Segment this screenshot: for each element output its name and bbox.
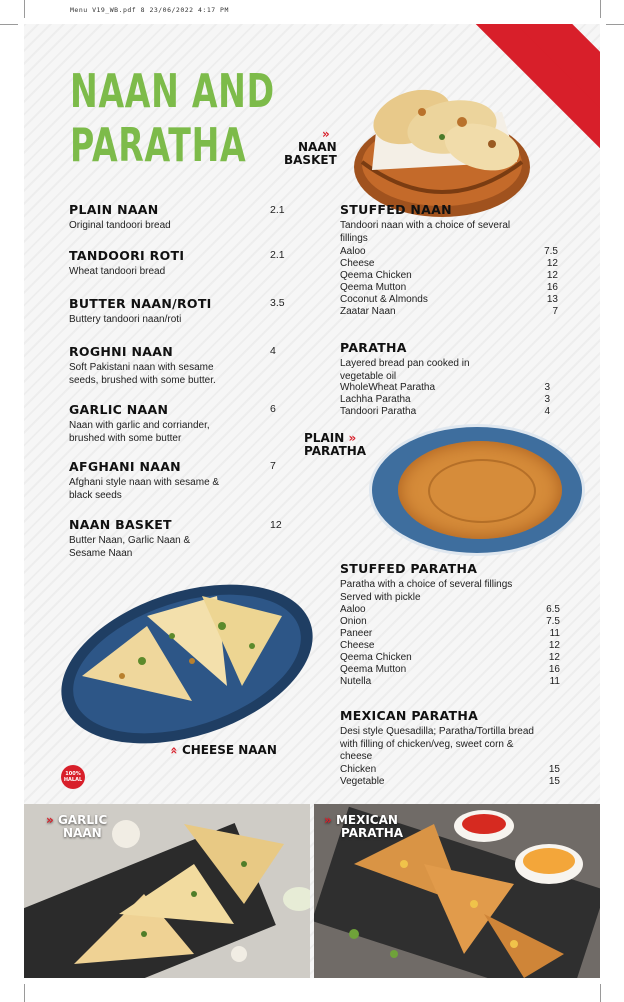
- option-price: 12: [548, 640, 560, 651]
- chevron-right-icon: »: [324, 813, 332, 827]
- item-name: TANDOORI ROTI: [69, 248, 185, 263]
- cheese-naan-label: [166, 743, 277, 757]
- plain-paratha-label-line2: PARATHA: [304, 444, 367, 458]
- menu-item-mexican-paratha: [340, 708, 540, 764]
- option-price: 7.5: [546, 616, 560, 627]
- item-price: 2.1: [270, 204, 285, 216]
- option-name: Zaatar Naan: [340, 306, 396, 317]
- item-name: BUTTER NAAN/ROTI: [69, 296, 212, 311]
- option-price: 11: [549, 676, 560, 687]
- item-name: STUFFED NAAN: [340, 202, 452, 217]
- item-price: 7: [270, 460, 276, 472]
- option-name: Qeema Mutton: [340, 664, 407, 675]
- garlic-naan-label-line1: GARLIC: [57, 813, 108, 827]
- menu-item-naan-basket: [69, 517, 219, 560]
- plain-paratha-photo: [369, 424, 585, 556]
- option-name: Coconut & Almonds: [340, 294, 428, 305]
- item-description: Buttery tandoori naan/roti: [69, 314, 182, 325]
- option-name: Aaloo: [340, 246, 366, 257]
- option-name: Nutella: [340, 676, 372, 687]
- option-name: Vegetable: [340, 776, 385, 787]
- item-price: 12: [270, 519, 282, 531]
- option-price: 16: [546, 282, 558, 293]
- mexican-paratha-photo: [314, 804, 600, 978]
- option-price: 15: [548, 764, 560, 775]
- option-name: Lachha Paratha: [340, 394, 411, 405]
- option-price: 7.5: [544, 246, 558, 257]
- garlic-naan-label-line2: NAAN: [63, 826, 102, 840]
- crop-mark: [24, 984, 25, 1002]
- option-price: 15: [548, 776, 560, 787]
- menu-item-stuffed-paratha: [340, 561, 560, 604]
- option-price: 4: [544, 406, 550, 417]
- naan-basket-photo: [342, 52, 542, 222]
- option-price: 12: [546, 258, 558, 269]
- page-title: [70, 64, 275, 172]
- menu-item-plain-naan: [69, 202, 269, 233]
- option-name: Cheese: [340, 640, 375, 651]
- item-description: Afghani style naan with sesame & black seeds: [69, 477, 220, 501]
- option-price: 13: [546, 294, 558, 305]
- item-description: Naan with garlic and corriander, brushed with some butter: [69, 420, 210, 444]
- option-name: Qeema Mutton: [340, 282, 407, 293]
- item-price: 2.1: [270, 249, 285, 261]
- item-name: GARLIC NAAN: [69, 402, 169, 417]
- item-description-1: Paratha with a choice of several fillings: [340, 579, 513, 590]
- plain-paratha-label-line1: PLAIN: [304, 431, 345, 445]
- item-description: Desi style Quesadilla; Paratha/Tortilla bread with filling of chicken/veg, sweet corn & cheese: [340, 726, 534, 762]
- item-price: 3.5: [270, 297, 285, 309]
- option-price: 6.5: [546, 604, 560, 615]
- chevron-right-icon: »: [348, 431, 357, 445]
- menu-page: [24, 24, 600, 978]
- option-name: Aaloo: [340, 604, 366, 615]
- item-name: STUFFED PARATHA: [340, 561, 478, 576]
- item-name: AFGHANI NAAN: [69, 459, 181, 474]
- item-price: 6: [270, 403, 276, 415]
- option-name: Cheese: [340, 258, 375, 269]
- mexican-paratha-label: [324, 814, 403, 840]
- option-price: 3: [544, 382, 550, 393]
- item-description-2: Served with pickle: [340, 591, 421, 603]
- option-price: 11: [549, 628, 560, 639]
- option-price: 7: [552, 306, 558, 317]
- item-name: MEXICAN PARATHA: [340, 708, 479, 723]
- item-description: Wheat tandoori bread: [69, 266, 166, 277]
- item-description: Butter Naan, Garlic Naan & Sesame Naan: [69, 535, 191, 559]
- crop-mark: [606, 24, 624, 25]
- item-name: PLAIN NAAN: [69, 202, 159, 217]
- print-header: [0, 0, 624, 20]
- item-description: Tandoori naan with a choice of several fillings: [340, 220, 511, 244]
- crop-mark: [600, 0, 601, 18]
- title-line-2: PARATHA: [70, 118, 247, 172]
- menu-item-tandoori-roti: [69, 248, 269, 279]
- naan-basket-label-line1: NAAN: [298, 140, 337, 154]
- item-description: Soft Pakistani naan with sesame seeds, brushed with some butter.: [69, 362, 216, 386]
- crop-mark: [24, 0, 25, 18]
- item-description: Layered bread pan cooked in vegetable oil: [340, 358, 470, 382]
- option-name: Qeema Chicken: [340, 270, 412, 281]
- option-name: WholeWheat Paratha: [340, 382, 436, 393]
- option-name: Onion: [340, 616, 367, 627]
- naan-basket-label: [284, 128, 337, 167]
- menu-item-paratha: [340, 340, 500, 383]
- crop-mark: [600, 984, 601, 1002]
- item-description: Original tandoori bread: [69, 220, 171, 231]
- menu-item-afghani-naan: [69, 459, 244, 502]
- item-name: PARATHA: [340, 340, 407, 355]
- option-price: 16: [548, 664, 560, 675]
- chevron-right-icon: »: [322, 127, 330, 141]
- menu-item-butter-naan: [69, 296, 269, 327]
- option-name: Tandoori Paratha: [340, 406, 417, 417]
- crop-mark: [0, 24, 18, 25]
- menu-item-roghni-naan: [69, 344, 244, 387]
- plain-paratha-label: [304, 432, 366, 458]
- option-name: Qeema Chicken: [340, 652, 412, 663]
- item-name: NAAN BASKET: [69, 517, 172, 532]
- item-price: 4: [270, 345, 276, 357]
- garlic-naan-photo: [24, 804, 310, 978]
- option-price: 12: [548, 652, 560, 663]
- menu-item-stuffed-naan: [340, 202, 540, 245]
- mexican-paratha-label-line2: PARATHA: [341, 826, 404, 840]
- garlic-naan-label: [46, 814, 107, 840]
- cheese-naan-label-text: CHEESE NAAN: [181, 743, 277, 757]
- option-price: 12: [546, 270, 558, 281]
- file-info: Menu V19_WB.pdf 8 23/06/2022 4:17 PM: [70, 6, 229, 14]
- option-price: 3: [544, 394, 550, 405]
- halal-badge: 100% HALAL: [61, 765, 85, 789]
- mexican-paratha-label-line1: MEXICAN: [335, 813, 398, 827]
- chevron-right-icon: »: [46, 813, 54, 827]
- chevron-up-icon: »: [166, 746, 181, 755]
- title-line-1: NAAN AND: [70, 64, 275, 118]
- cheese-naan-photo: [52, 576, 322, 746]
- menu-item-garlic-naan: [69, 402, 244, 445]
- item-name: ROGHNI NAAN: [69, 344, 174, 359]
- naan-basket-label-line2: BASKET: [284, 153, 337, 167]
- option-name: Paneer: [340, 628, 373, 639]
- option-name: Chicken: [340, 764, 377, 775]
